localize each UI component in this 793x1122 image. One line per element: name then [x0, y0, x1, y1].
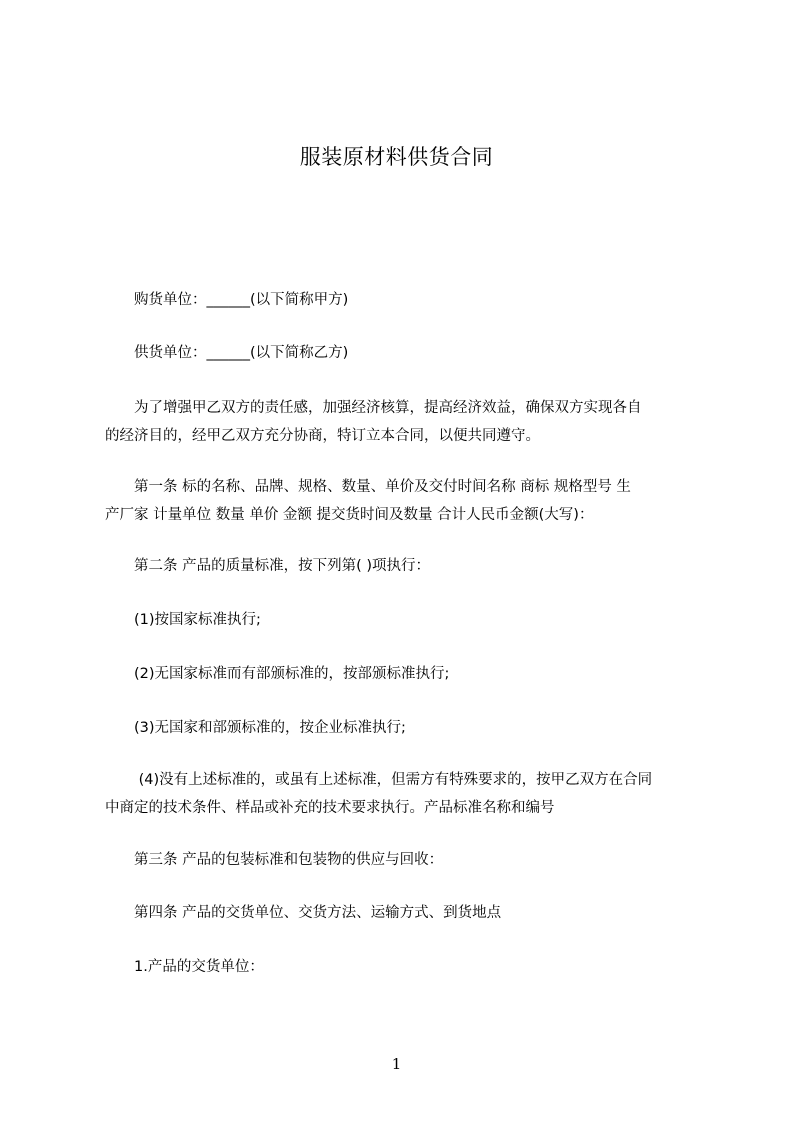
- clause-three-paragraph: [105, 714, 695, 742]
- document-title: 服装原材料供货合同: [299, 145, 494, 169]
- paragraph-line: 第四条 产品的交货单位、交货方法、运输方式、到货地点: [105, 905, 502, 921]
- paragraph-line: 1.产品的交货单位：: [105, 959, 264, 975]
- page-number: 1: [391, 1055, 402, 1073]
- paragraph-line: 为了增强甲乙双方的责任感，加强经济核算，提高经济效益，确保双方实现各自: [105, 400, 642, 416]
- paragraph-line: (4)没有上述标准的，或虽有上述标准，但需方有特殊要求的，按甲乙双方在合同: [105, 772, 653, 788]
- article-two-paragraph: [105, 552, 695, 580]
- paragraph-line: 第三条 产品的包装标准和包装物的供应与回收：: [105, 852, 444, 868]
- paragraph-line: 中商定的技术条件、样品或补充的技术要求执行。产品标准名称和编号: [105, 800, 555, 816]
- paragraph-line: 购货单位：______(以下简称甲方): [105, 292, 349, 308]
- buyer-unit-paragraph: [105, 286, 695, 314]
- clause-two-paragraph: [105, 660, 695, 688]
- preamble-paragraph: [105, 394, 695, 450]
- supplier-unit-paragraph: [105, 339, 695, 367]
- article-three-paragraph: [105, 846, 695, 874]
- paragraph-line: 产厂家 计量单位 数量 单价 金额 提交货时间及数量 合计人民币金额(大写)：: [105, 507, 594, 523]
- paragraph-line: 第二条 产品的质量标准，按下列第( )项执行：: [105, 558, 431, 574]
- article-one-paragraph: [105, 473, 695, 529]
- delivery-unit-paragraph: [105, 953, 695, 981]
- clause-one-paragraph: [105, 606, 695, 634]
- article-four-paragraph: [105, 899, 695, 927]
- paragraph-line: (1)按国家标准执行;: [105, 612, 261, 628]
- paragraph-line: (2)无国家标准而有部颁标准的，按部颁标准执行;: [105, 666, 450, 682]
- paragraph-line: 第一条 标的名称、品牌、规格、数量、单价及交付时间名称 商标 规格型号 生: [105, 479, 631, 495]
- paragraph-line: (3)无国家和部颁标准的，按企业标准执行;: [105, 720, 406, 736]
- paragraph-line: 供货单位：______(以下简称乙方): [105, 345, 349, 361]
- clause-four-paragraph: [105, 766, 695, 822]
- paragraph-line: 的经济目的，经甲乙双方充分协商，特订立本合同，以便共同遵守。: [105, 428, 540, 444]
